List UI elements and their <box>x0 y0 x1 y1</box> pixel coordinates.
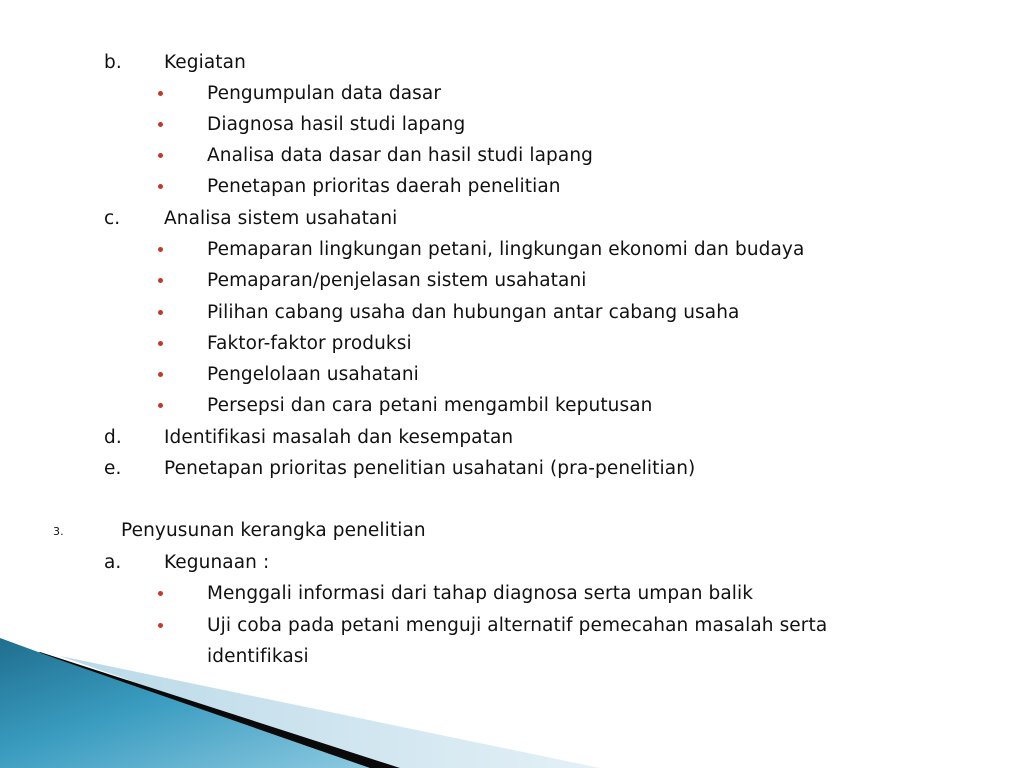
list-item-text: Penyusunan kerangka penelitian <box>121 520 426 541</box>
bullet-icon <box>158 623 163 628</box>
list-marker: 3. <box>53 525 64 538</box>
bullet-icon <box>158 372 163 377</box>
bullet-item-text: Pemaparan lingkungan petani, lingkungan ekonomi dan budaya <box>207 239 805 260</box>
bullet-item-text: Uji coba pada petani menguji alternatif pemecahan masalah serta <box>207 615 828 636</box>
bullet-icon <box>158 310 163 315</box>
bullet-item-text: Faktor-faktor produksi <box>207 333 412 354</box>
bullet-icon <box>158 184 163 189</box>
bullet-item-text: Pilihan cabang usaha dan hubungan antar cabang usaha <box>207 302 740 323</box>
bullet-item-text: Analisa data dasar dan hasil studi lapang <box>207 145 593 166</box>
bullet-item-text: Pengumpulan data dasar <box>207 83 442 104</box>
bullet-item-text: Pengelolaan usahatani <box>207 364 419 385</box>
bullet-item-text: Diagnosa hasil studi lapang <box>207 114 466 135</box>
list-item-text: Analisa sistem usahatani <box>164 208 398 229</box>
list-item-text: Identifikasi masalah dan kesempatan <box>164 427 514 448</box>
list-item-text: Kegunaan : <box>164 552 270 573</box>
bullet-item-text: Penetapan prioritas daerah penelitian <box>207 176 561 197</box>
bullet-icon <box>158 278 163 283</box>
bullet-icon <box>158 153 163 158</box>
list-marker: d. <box>104 427 122 448</box>
bullet-icon <box>158 247 163 252</box>
list-marker: e. <box>104 458 122 479</box>
list-item-text: Kegiatan <box>164 52 246 73</box>
bullet-icon <box>158 91 163 96</box>
bullet-item-text: Menggali informasi dari tahap diagnosa serta umpan balik <box>207 583 754 604</box>
bullet-item-text: Persepsi dan cara petani mengambil keputusan <box>207 395 653 416</box>
list-marker: b. <box>104 52 122 73</box>
bullet-icon <box>158 341 163 346</box>
bullet-icon <box>158 403 163 408</box>
bullet-item-text: Pemaparan/penjelasan sistem usahatani <box>207 270 587 291</box>
bullet-icon <box>158 122 163 127</box>
bullet-icon <box>158 591 163 596</box>
corner-swoosh-decoration <box>0 638 1024 768</box>
list-item-text: Penetapan prioritas penelitian usahatani (pra-penelitian) <box>164 458 696 479</box>
list-marker: a. <box>104 552 122 573</box>
list-marker: c. <box>104 208 121 229</box>
bullet-item-text: identifikasi <box>207 646 309 667</box>
